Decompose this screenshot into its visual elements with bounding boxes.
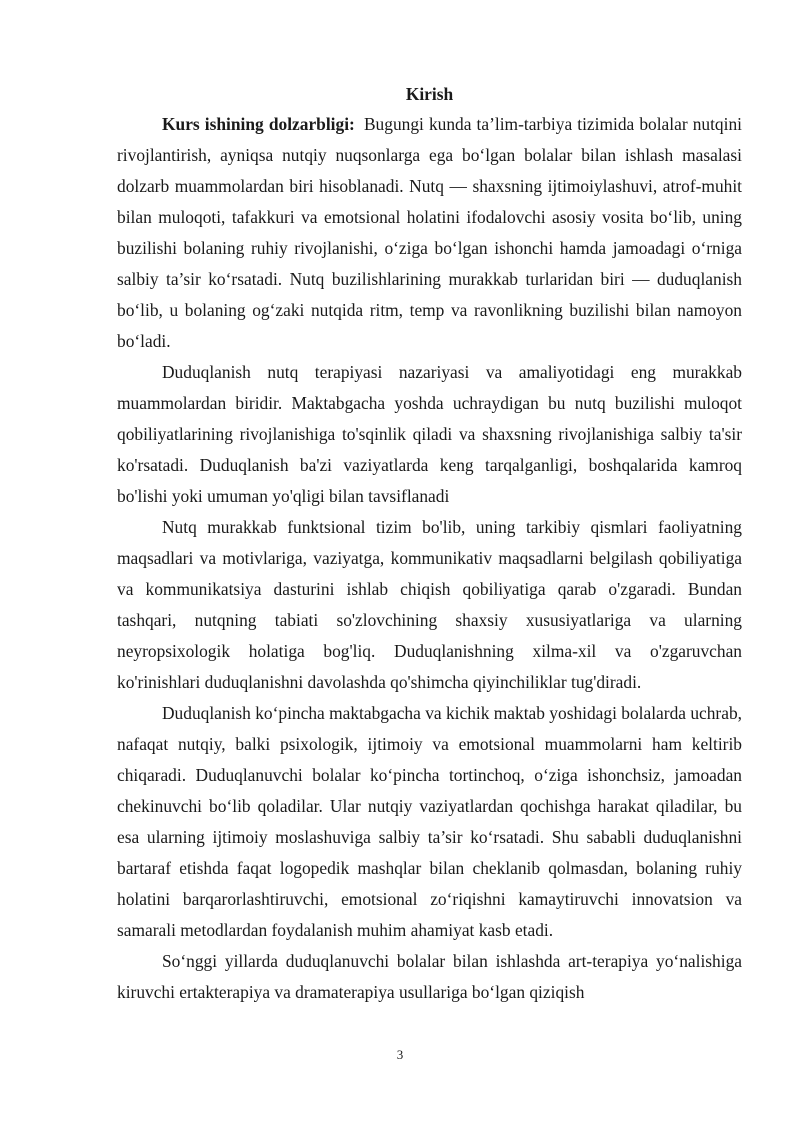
paragraph-text: Duduqlanish nutq terapiyasi nazariyasi va amaliyotidagi eng murakkab muammolardan biridir. Maktabgacha yoshda uchraydigan bu nutq buzilishi muloqot qobiliyatlarining rivojlanishiga to'sqinlik qiladi va shaxsning rivojlanishiga salbiy ta'sir ko'rsatadi. Duduqlanish ba'zi vaziyatlarda keng tarqalganligi, boshqalarida kamroq bo'lishi yoki umuman yo'qligi bilan tavsiflanadi [117,362,742,506]
paragraph-text: Nutq murakkab funktsional tizim bo'lib, uning tarkibiy qismlari faoliyatning maqsadlari va motivlariga, vaziyatga, kommunikativ maqsadlarni belgilash qobiliyatiga va kommunikatsiya dasturini ishlab chiqish qobiliyatiga qarab o'zgaradi. Bundan tashqari, nutqning tabiati so'zlovchining shaxsiy xususiyatlariga va ularning neyropsixologik holatiga bog'liq. Duduqlanishning xilma-xil va o'zgaruvchan ko'rinishlari duduqlanishni davolashda qo'shimcha qiyinchiliklar tug'diradi. [117,517,742,692]
section-title: Kirish [405,84,454,104]
paragraph [117,357,742,512]
paragraph-text: Duduqlanish ko‘pincha maktabgacha va kichik maktab yoshidagi bolalarda uchrab, nafaqat nutqiy, balki psixologik, ijtimoiy va emotsional muammolarni ham keltirib chiqaradi. Duduqlanuvchi bolalar ko‘pincha tortinchoq, o‘ziga ishonchsiz, jamoadan chekinuvchi bo‘lib qoladilar. Ular nutqiy vaziyatlardan qochishga harakat qiladilar, bu esa ularning ijtimoiy moslashuviga salbiy ta’sir ko‘rsatadi. Shu sababli duduqlanishni bartaraf etishda faqat logopedik mashqlar bilan cheklanib qolmasdan, bolaning ruhiy holatini barqarorlashtiruvchi, emotsional zo‘riqishni kamaytiruvchi innovatsion va samarali metodlardan foydalanish muhim ahamiyat kasb etadi. [117,703,742,940]
page-content [117,79,742,1008]
paragraph-relevance [117,109,742,357]
paragraph-text: So‘nggi yillarda duduqlanuvchi bolalar bilan ishlashda art-terapiya yo‘nalishiga kiruvchi ertakterapiya va dramaterapiya usullariga bo‘lgan qiziqish [117,951,742,1002]
paragraph-text: Bugungi kunda ta’lim-tarbiya tizimida bolalar nutqini rivojlantirish, ayniqsa nutqiy nuqsonlarga ega bo‘lgan bolalar bilan ishlash masalasi dolzarb muammolardan biri hisoblanadi. Nutq — shaxsning ijtimoiylashuvi, atrof-muhit bilan muloqoti, tafakkuri va emotsional holatini ifodalovchi asosiy vosita bo‘lib, uning buzilishi bolaning ruhiy rivojlanishi, o‘ziga bo‘lgan ishonchi hamda jamoadagi o‘rniga salbiy ta’sir ko‘rsatadi. Nutq buzilishlarining murakkab turlaridan biri — duduqlanish bo‘lib, u bolaning og‘zaki nutqida ritm, temp va ravonlikning buzilishi bilan namoyon bo‘ladi. [117,114,742,351]
paragraph-lead: Kurs ishining dolzarbligi: [162,114,355,134]
paragraph [117,698,742,946]
page-number: 3 [396,1047,404,1062]
paragraph [117,512,742,698]
paragraph [117,946,742,1008]
